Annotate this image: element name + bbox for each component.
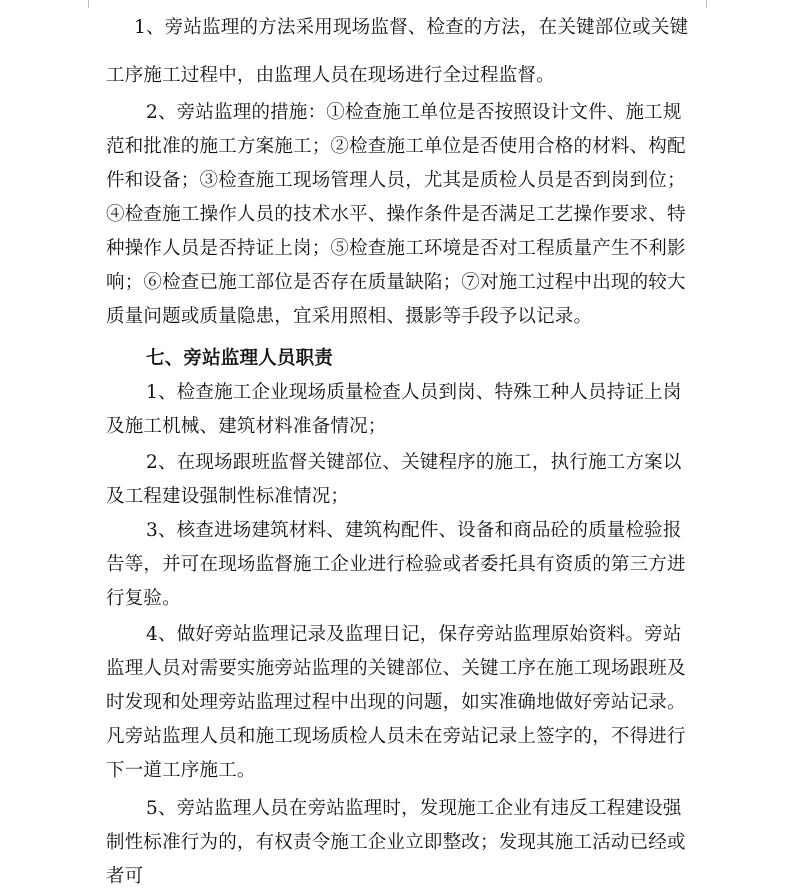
paragraph-4: 2、在现场跟班监督关键部位、关键程序的施工，执行施工方案以及工程建设强制性标准情况； [106, 452, 682, 507]
paragraph-1: 1、旁站监理的方法采用现场监督、检查的方法，在关键部位或关键工序施工过程中，由监理人员在现场进行全过程监督。 [106, 17, 689, 86]
paragraph-3: 1、检查施工企业现场质量检查人员到岗、特殊工种人员持证上岗及施工机械、建筑材料准备情况； [106, 382, 682, 437]
section-heading: 七、旁站监理人员职责 [146, 348, 334, 369]
paragraph-2: 2、旁站监理的措施：①检查施工单位是否按照设计文件、施工规范和批准的施工方案施工；②检查施工单位是否使用合格的材料、构配件和设备；③检查施工现场管理人员，尤其是质检人员是否到岗到位；④检查施工操作人员的技术水平、操作条件是否满足工艺操作要求、特种操作人员是否持证上岗；⑤检查施工环境是否对工程质量产生不利影响；⑥检查已施工部位是否存在质量缺陷；⑦对施工过程中出现的较大质量问题或质量隐患，宜采用照相、摄影等手段予以记录。 [106, 102, 686, 327]
paragraph-7: 5、旁站监理人员在旁站监理时，发现施工企业有违反工程建设强制性标准行为的，有权责令施工企业立即整改；发现其施工活动已经或者可 [106, 798, 686, 887]
paragraph-6: 4、做好旁站监理记录及监理日记，保存旁站监理原始资料。旁站监理人员对需要实施旁站监理的关键部位、关键工序在施工现场跟班及时发现和处理旁站监理过程中出现的问题，如实准确地做好旁站记录。凡旁站监理人员和施工现场质检人员未在旁站记录上签字的，不得进行下一道工序施工。 [106, 624, 686, 781]
paragraph-5: 3、核查进场建筑材料、建筑构配件、设备和商品砼的质量检验报告等，并可在现场监督施工企业进行检验或者委托具有资质的第三方进行复验。 [106, 520, 686, 609]
margin-marker [706, 0, 707, 8]
margin-marker [88, 0, 89, 8]
